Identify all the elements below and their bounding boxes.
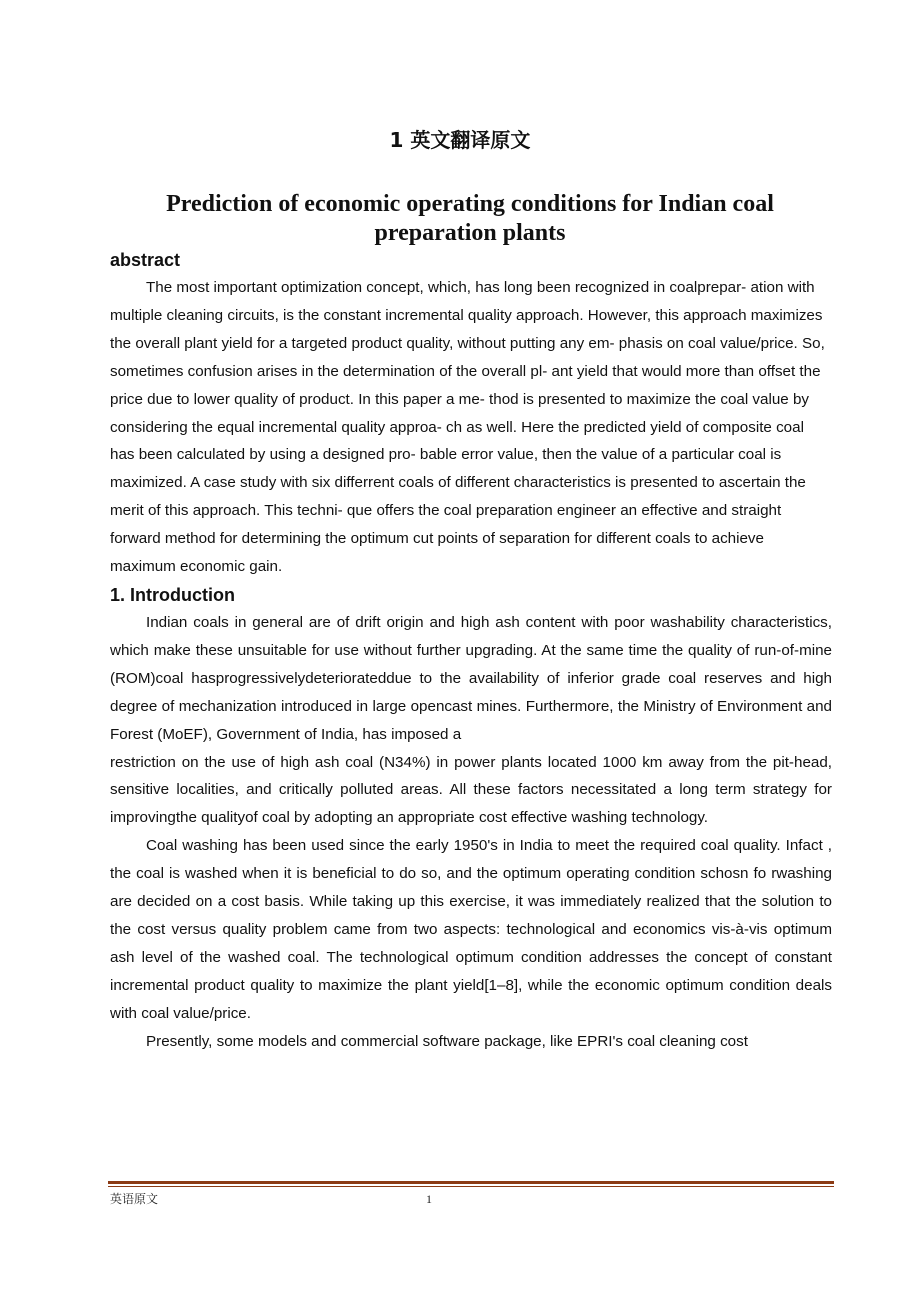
chapter-title: 1 英文翻译原文 — [389, 128, 531, 152]
introduction-paragraph-1-continued: restriction on the use of high ash coal (N34%) in power plants located 1000 km away from the pit-head, sensitive localities, and critically polluted areas. All these factors necessitated a long term strategy for improvingthe qualityof coal by adopting an appropriate cost effective washing technology. — [110, 753, 832, 827]
document-body — [110, 246, 832, 1055]
footer-label: 英语原文 — [110, 1192, 159, 1206]
page-number: 1 — [426, 1192, 432, 1206]
footer-divider-thin — [108, 1186, 834, 1187]
introduction-paragraph-3: Presently, some models and commercial software package, like EPRI's coal cleaning cost — [146, 1032, 748, 1050]
introduction-paragraph-1: Indian coals in general are of drift origin and high ash content with poor washability characteristics, which make these unsuitable for use without further upgrading. At the same time the quality of run-of-mine (ROM)coal hasprogressivelydeteriorateddue to the availability of inferior grade coal reserves and high degree of mechanization introduced in large opencast mines. Furthermore, the Ministry of Environment and Forest (MoEF), Government of India, has imposed a — [110, 613, 832, 743]
footer-divider-thick — [108, 1181, 834, 1184]
abstract-paragraph: The most important optimization concept, which, has long been recognized in coalprepar- ation with multiple cleaning circuits, is the constant incremental quality approach. However, this approach maximizes the overall plant yield for a targeted product quality, without putting any em- phasis on coal value/price. So, sometimes confusion arises in the determination of the overall pl- ant yield that would more than offset the price due to lower quality of product. In this paper a me- thod is presented to maximize the coal value by considering the equal incremental quality approa- ch as well. Here the predicted yield of composite coal has been calculated by using a designed pro- bable error value, then the value of a particular coal is maximized. A case study with six differrent coals of different characteristics is presented to ascertain the merit of this approach. This techni- que offers the coal preparation engineer an effective and straight forward method for determining the optimum cut points of separation for different coals to achieve maximum economic gain. — [110, 279, 825, 576]
introduction-paragraph-2: Coal washing has been used since the early 1950's in India to meet the required coal quality. Infact , the coal is washed when it is beneficial to do so, and the optimum operating condition schosn fo rwashing are decided on a cost basis. While taking up this exercise, it was immediately realized that the solution to the cost versus quality problem came from two aspects: technological and economics vis-à-vis optimum ash level of the washed coal. The technological optimum condition addresses the concept of constant incremental product quality to maximize the plant yield[1–8], while the economic optimum condition deals with coal value/price. — [110, 837, 832, 1022]
abstract-heading: abstract — [110, 250, 181, 270]
paper-title: Prediction of economic operating conditions for Indian coal preparation plants — [166, 191, 774, 246]
introduction-heading: 1. Introduction — [110, 584, 235, 605]
